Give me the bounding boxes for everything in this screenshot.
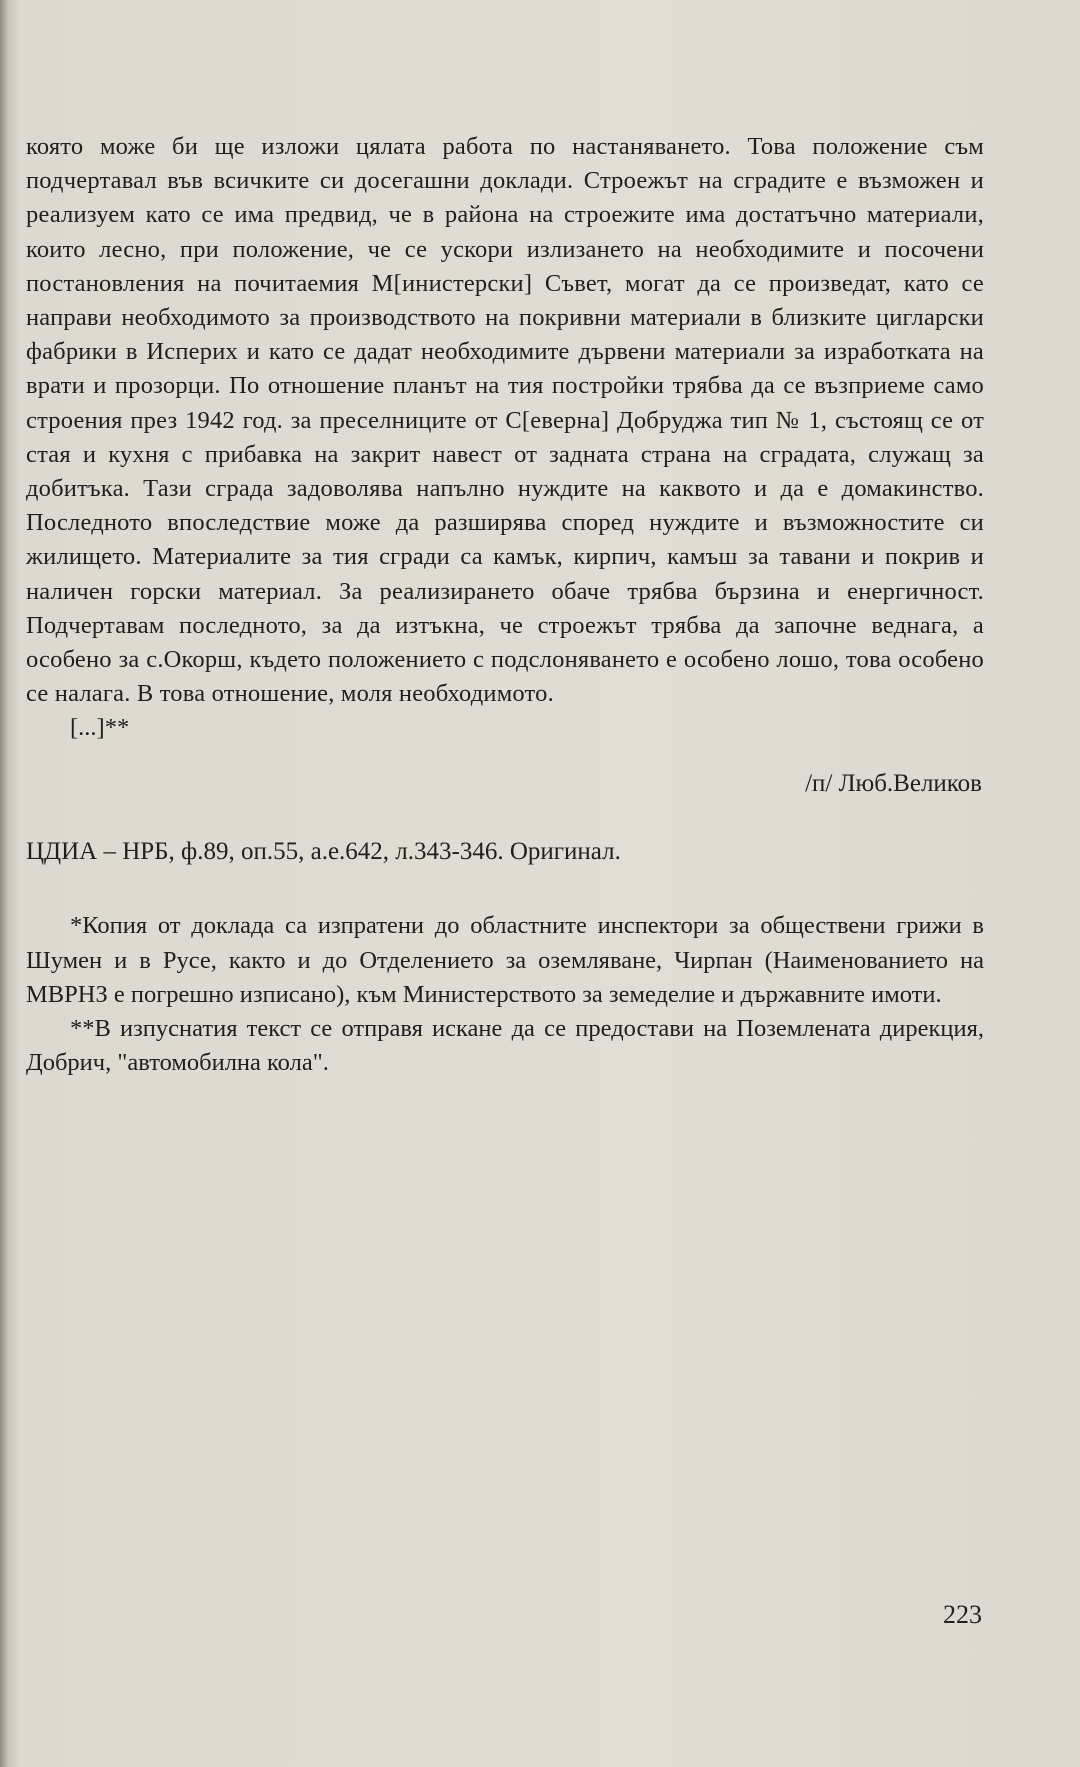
signature-line: /п/ Люб.Великов [805,770,982,798]
page-number: 223 [943,1600,982,1629]
footnote-2: **В изпуснатия текст се отправя искане да се предостави на Поземлената дирекция, Добрич, "автомобилна кола". [26,1015,984,1077]
footnotes-section [26,909,984,1080]
archive-source-citation: ЦДИА – НРБ, ф.89, оп.55, а.е.642, л.343-346. Оригинал. [26,838,621,866]
footnote-1: *Копия от доклада са изпратени до областните инспектори за обществени грижи в Шумен и в Русе, както и до Отделението за оземляване, Чирпан (Наименованието на МВРНЗ е погрешно изписано), към Министерството за земеделие и държавните имоти. [26,912,984,1008]
omission-marker: [...]** [70,714,130,742]
main-paragraph: която може би ще изложи цялата работа по настаняването. Това положение съм подчертавал във всичките си досегашни доклади. Строежът на сградите е възможен и реализуем като се има предвид, че в района на строежите има достатъчно материали, които лесно, при положение, че се ускори излизането на необходимите и посочени постановления на почитаемия М[инистерски] Съвет, могат да се произведат, като се направи необходимото за производството на покривни материали в близките цигларски фабрики в Исперих и като се дадат необходимите дървени материали за изработката на врати и прозорци. По отношение планът на тия постройки трябва да се възприеме само строения през 1942 год. за преселниците от С[еверна] Добруджа тип № 1, състоящ се от стая и кухня с прибавка на закрит навест от задната страна на сградата, служащ за добитъка. Тази сграда задоволява напълно нуждите на каквото и да е домакинство. Последното впоследствие може да разширява според нуждите и възможностите си жилището. Материалите за тия сгради са камък, кирпич, камъш за тавани и покрив и наличен горски материал. За реализирането обаче трябва бързина и енергичност. Подчертавам последното, за да изтъкна, че строежът трябва да започне веднага, а особено за с.Окорш, където положението с подслоняването е особено лошо, това особено се налага. В това отношение, моля необходимото. [26,133,984,708]
page-content [26,130,984,1080]
